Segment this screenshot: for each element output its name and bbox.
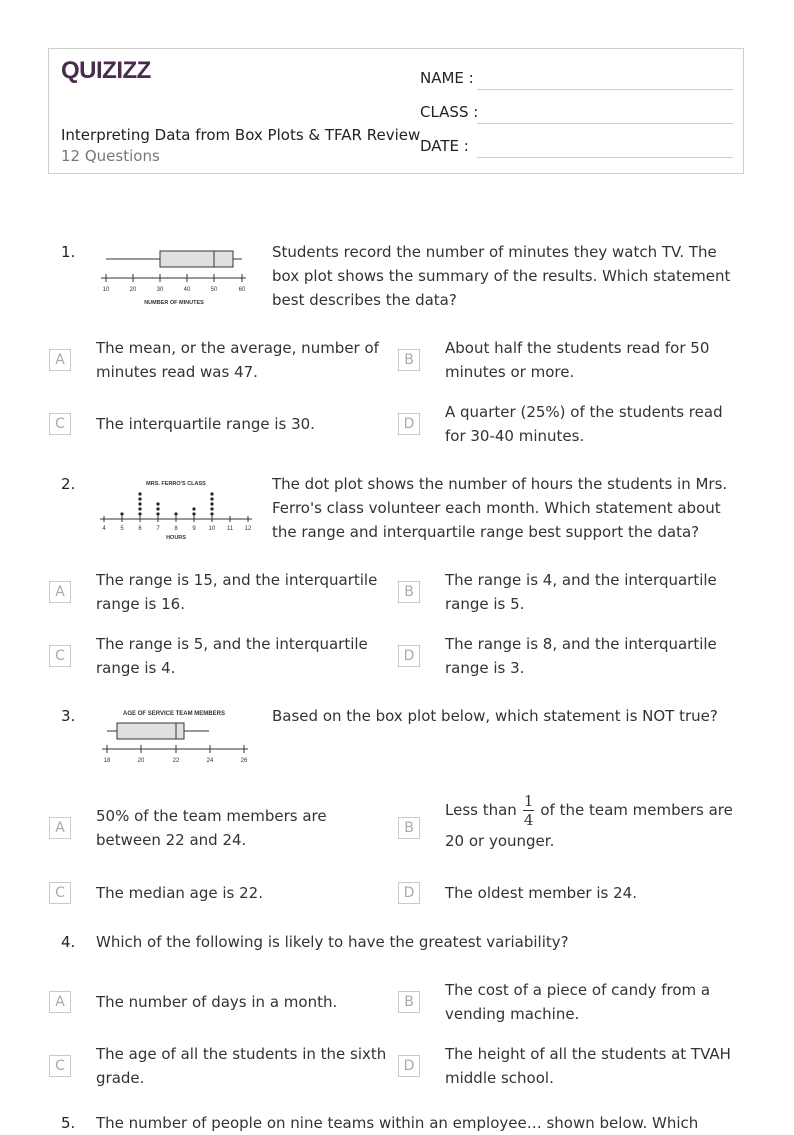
- option-text: The oldest member is 24.: [445, 884, 637, 902]
- option-box-d[interactable]: D: [398, 882, 420, 904]
- dot: [156, 507, 159, 510]
- dot: [210, 497, 213, 500]
- plot-title: MRS. FERRO'S CLASS: [146, 481, 206, 487]
- dot: [210, 507, 213, 510]
- option-box-d[interactable]: D: [398, 1055, 420, 1077]
- dot: [210, 512, 213, 515]
- option-text: The range is 15, and the interquartile range is 16.: [96, 571, 378, 613]
- option-box-c[interactable]: C: [49, 645, 71, 667]
- option-text: 50% of the team members are between 22 and 24.: [96, 807, 327, 849]
- option-box-c[interactable]: C: [49, 882, 71, 904]
- question-text: The number of people on nine teams within an employee… shown below. Which: [96, 1114, 699, 1132]
- worksheet-header: [48, 48, 744, 174]
- tick-label: 8: [174, 526, 178, 532]
- dot: [174, 512, 177, 515]
- class-label: CLASS :: [420, 103, 479, 121]
- option-box-b[interactable]: B: [398, 991, 420, 1013]
- option-text-fraction: [445, 792, 745, 853]
- option-box-a[interactable]: A: [49, 817, 71, 839]
- dot: [138, 502, 141, 505]
- box: [117, 723, 184, 739]
- option-box-b[interactable]: B: [398, 349, 420, 371]
- tick-label: 26: [240, 758, 248, 764]
- option-box-b[interactable]: B: [398, 581, 420, 603]
- tick-label: 24: [206, 758, 214, 764]
- tick-label: 10: [102, 287, 110, 293]
- option-box-c[interactable]: C: [49, 1055, 71, 1077]
- question-number: 5.: [61, 1114, 76, 1132]
- tick-label: 11: [226, 526, 234, 532]
- tick-label: 50: [210, 287, 218, 293]
- worksheet-title: Interpreting Data from Box Plots & TFAR Review: [61, 126, 421, 144]
- question-text: Students record the number of minutes they watch TV. The box plot shows the summary of the results. Which statement best describes the data?: [272, 243, 731, 309]
- tick-label: 7: [156, 526, 160, 532]
- option-box-d[interactable]: D: [398, 413, 420, 435]
- dot: [138, 497, 141, 500]
- option-text: The interquartile range is 30.: [96, 415, 315, 433]
- option-text: The range is 4, and the interquartile range is 5.: [445, 571, 717, 613]
- option-text: A quarter (25%) of the students read for 30-40 minutes.: [445, 403, 723, 445]
- box: [160, 251, 233, 267]
- option-text: About half the students read for 50 minutes or more.: [445, 339, 710, 381]
- dot-plot-hours: [98, 478, 258, 542]
- option-text: The mean, or the average, number of minutes read was 47.: [96, 339, 379, 381]
- dot: [192, 507, 195, 510]
- question-number: 3.: [61, 707, 76, 725]
- tick-label: 20: [129, 287, 137, 293]
- option-text: The range is 8, and the interquartile range is 3.: [445, 635, 717, 677]
- tick-label: 10: [208, 526, 216, 532]
- option-text: The median age is 22.: [96, 884, 263, 902]
- dot: [156, 502, 159, 505]
- tick-label: 20: [137, 758, 145, 764]
- box-plot-ages: [98, 706, 256, 768]
- option-text: The cost of a piece of candy from a vending machine.: [445, 981, 711, 1023]
- tick-label: 4: [102, 526, 106, 532]
- tick-label: 5: [120, 526, 124, 532]
- dot: [138, 507, 141, 510]
- option-box-b[interactable]: B: [398, 817, 420, 839]
- axis-label: HOURS: [166, 535, 186, 541]
- dot: [192, 512, 195, 515]
- quizizz-logo: QUIZIZZ: [61, 57, 151, 84]
- question-number: 1.: [61, 243, 76, 261]
- axis-label: NUMBER OF MINUTES: [144, 300, 204, 306]
- fraction-denominator: 4: [523, 811, 534, 829]
- plot-title: AGE OF SERVICE TEAM MEMBERS: [123, 711, 225, 717]
- dot: [156, 512, 159, 515]
- dot: [210, 502, 213, 505]
- tick-label: 22: [172, 758, 180, 764]
- option-text-part: of the team members are: [540, 801, 733, 819]
- option-text: The range is 5, and the interquartile range is 4.: [96, 635, 368, 677]
- tick-label: 40: [183, 287, 191, 293]
- option-box-a[interactable]: A: [49, 581, 71, 603]
- tick-label: 12: [244, 526, 252, 532]
- option-text-part: Less than: [445, 801, 517, 819]
- dot: [138, 492, 141, 495]
- box-plot-minutes: [98, 244, 256, 308]
- question-number: 2.: [61, 475, 76, 493]
- question-text: Which of the following is likely to have the greatest variability?: [96, 933, 569, 951]
- tick-label: 30: [156, 287, 164, 293]
- question-text: Based on the box plot below, which statement is NOT true?: [272, 707, 718, 725]
- dot: [138, 512, 141, 515]
- option-box-d[interactable]: D: [398, 645, 420, 667]
- name-field[interactable]: [477, 89, 733, 90]
- option-text: The number of days in a month.: [96, 993, 338, 1011]
- name-label: NAME :: [420, 69, 474, 87]
- option-box-a[interactable]: A: [49, 991, 71, 1013]
- tick-label: 60: [238, 287, 246, 293]
- class-field[interactable]: [477, 123, 733, 124]
- date-field[interactable]: [477, 157, 733, 158]
- option-text: The height of all the students at TVAH middle school.: [445, 1045, 731, 1087]
- question-count: 12 Questions: [61, 147, 160, 165]
- option-box-c[interactable]: C: [49, 413, 71, 435]
- dot: [210, 492, 213, 495]
- option-text: The age of all the students in the sixth grade.: [96, 1045, 387, 1087]
- fraction-numerator: 1: [523, 792, 534, 810]
- option-box-a[interactable]: A: [49, 349, 71, 371]
- tick-label: 18: [103, 758, 111, 764]
- tick-label: 9: [192, 526, 196, 532]
- dot: [120, 512, 123, 515]
- question-number: 4.: [61, 933, 76, 951]
- question-text: The dot plot shows the number of hours the students in Mrs. Ferro's class volunteer each month. Which statement about the range and interquartile range best support the data?: [272, 475, 728, 541]
- date-label: DATE :: [420, 137, 469, 155]
- option-text-part: 20 or younger.: [445, 832, 555, 850]
- tick-label: 6: [138, 526, 142, 532]
- fraction: [523, 792, 535, 829]
